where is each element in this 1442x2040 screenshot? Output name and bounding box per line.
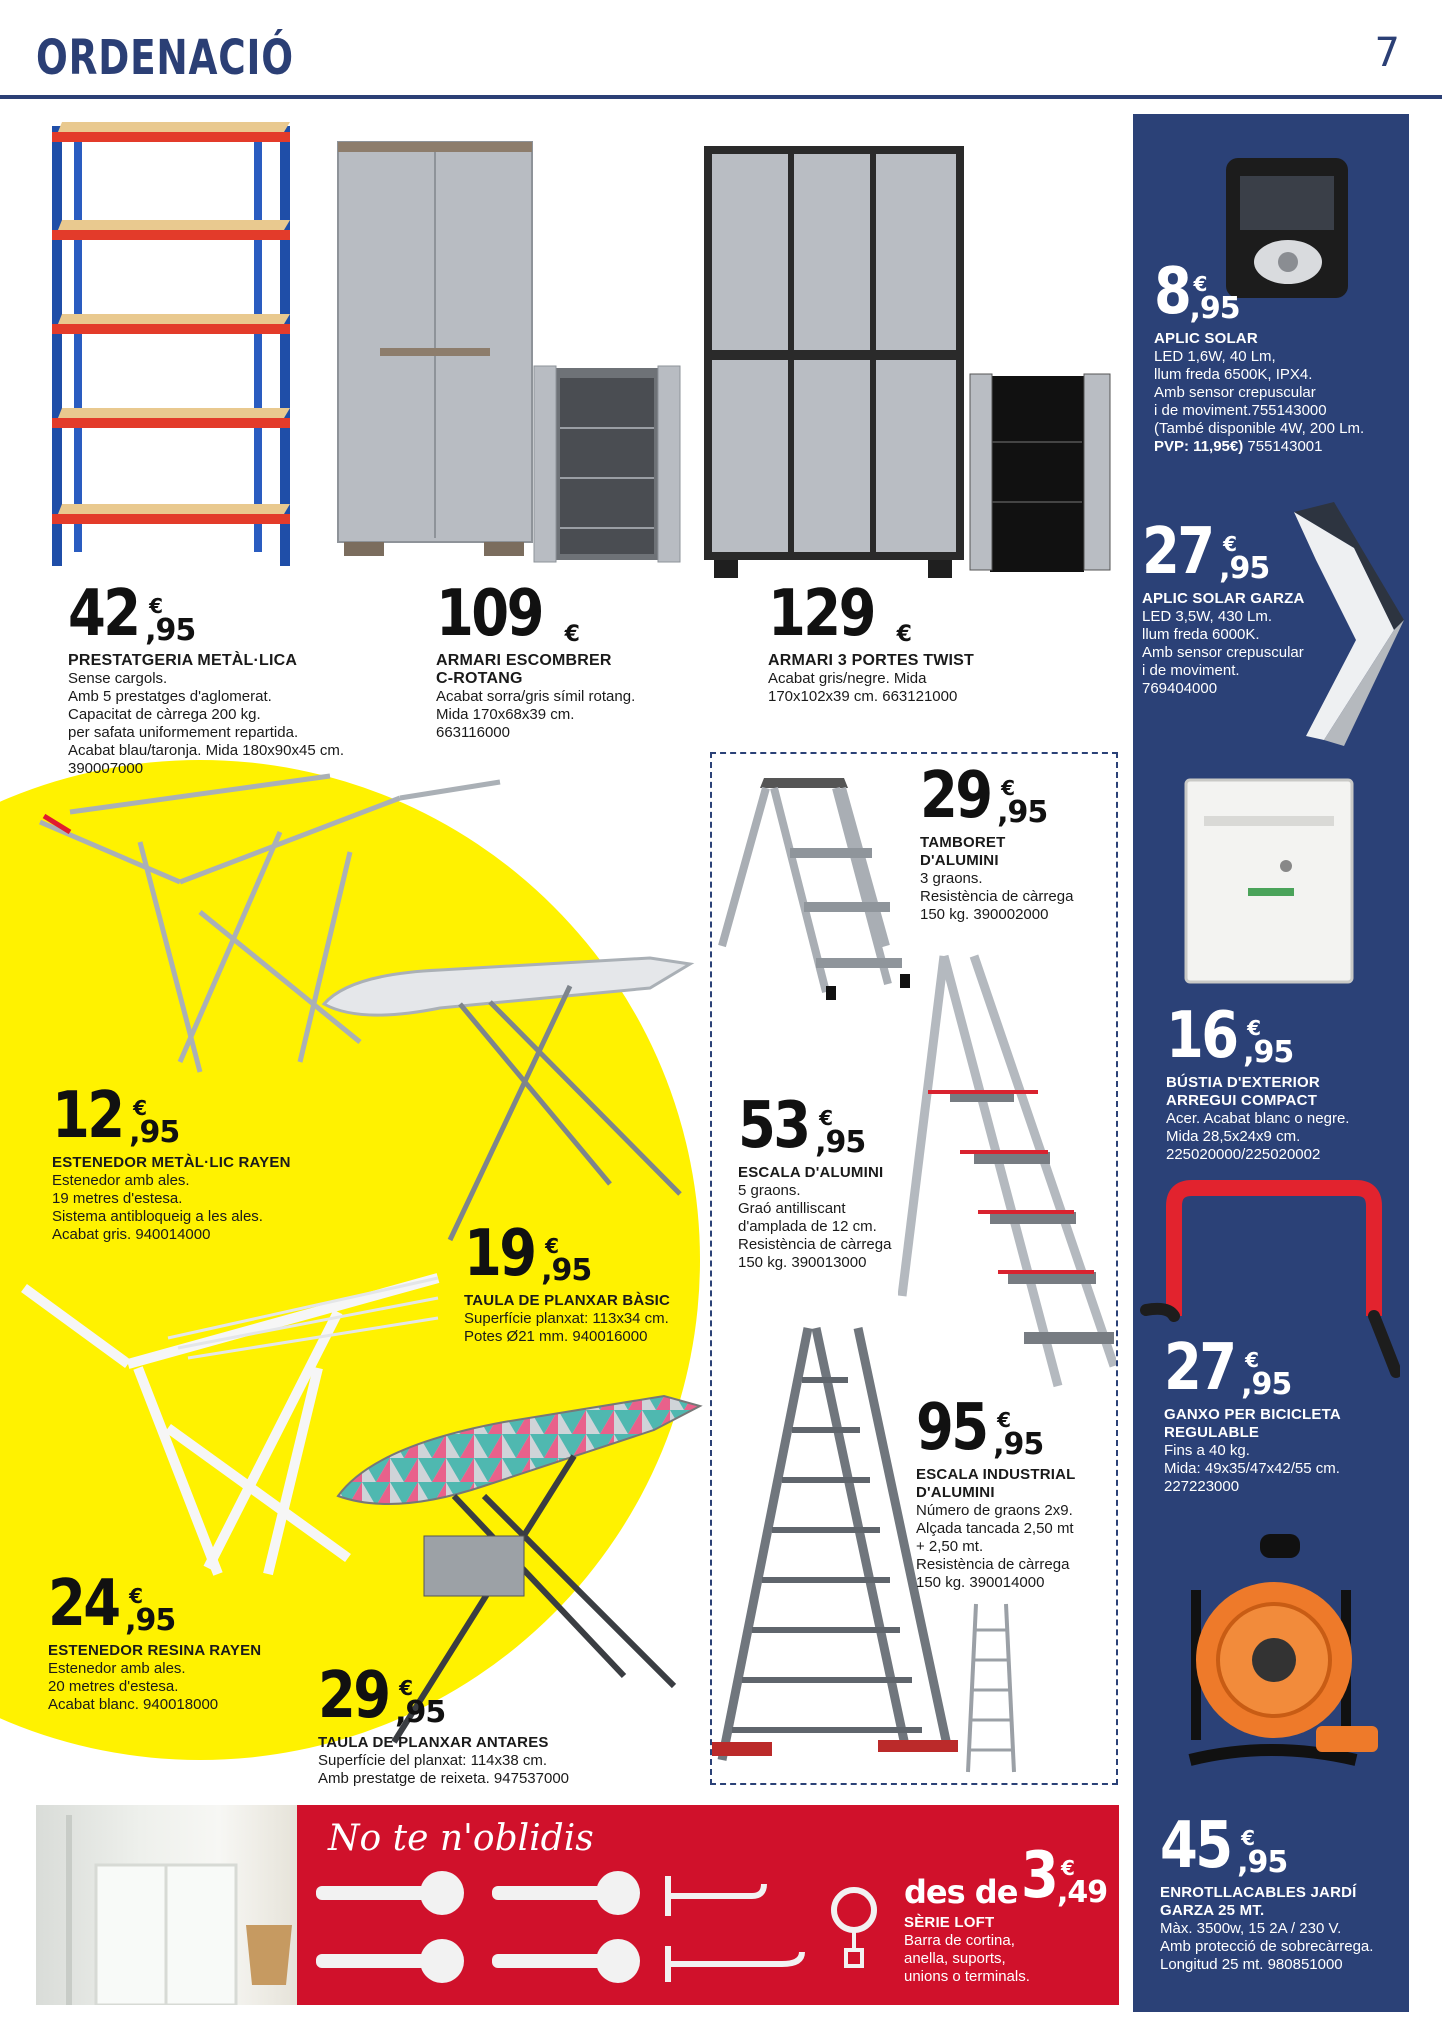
description-line: unions o terminals.: [904, 1968, 1030, 1985]
product-escala-alumini: [738, 1089, 892, 1272]
price-integer: 27: [1142, 515, 1213, 589]
description-line: Resistència de càrrega: [920, 888, 1074, 905]
pvp-label: PVP: 11,95€): [1154, 438, 1244, 455]
product-escala-industrial: [916, 1391, 1076, 1592]
description-line: Acabat blau/taronja. Mida 180x90x45 cm.: [68, 742, 344, 759]
description-line: Mida 28,5x24x9 cm.: [1166, 1128, 1301, 1145]
description-line: 225020000/225020002: [1166, 1146, 1321, 1163]
currency-symbol: €: [1001, 776, 1015, 800]
product-name-line: GARZA 25 MT.: [1160, 1902, 1265, 1919]
currency-symbol: €: [1223, 532, 1237, 556]
window-curtain-illustration: [36, 1805, 298, 2005]
price-integer: 42: [68, 577, 139, 651]
banner-title: No te n'oblidis: [328, 1818, 594, 1859]
product-aplic-garza: [1142, 515, 1305, 698]
product-description: [738, 1182, 891, 1272]
product-name-line: D'ALUMINI: [916, 1484, 995, 1501]
description-line: Acabat blanc. 940018000: [48, 1696, 219, 1713]
banner-photo: [36, 1805, 298, 2005]
product-name: APLIC SOLAR GARZA: [1142, 590, 1305, 607]
description-line: Resistència de càrrega: [738, 1236, 892, 1253]
product-prestatgeria: [68, 577, 344, 778]
price-integer: 8: [1154, 255, 1190, 329]
taula-basic-image: [320, 944, 704, 1246]
product-name-line: C-ROTANG: [436, 670, 523, 687]
product-name: TAULA DE PLANXAR ANTARES: [318, 1734, 549, 1751]
currency-symbol: €: [564, 622, 580, 647]
description-line: [1154, 438, 1364, 456]
description-line: + 2,50 mt.: [916, 1538, 984, 1555]
price: [916, 1391, 1076, 1465]
product-description: [436, 688, 635, 742]
price-integer: 16: [1166, 999, 1237, 1073]
escala-industrial-small-image: [962, 1600, 1022, 1776]
price-integer: 129: [768, 577, 874, 651]
description-line: i de moviment.755143000: [1154, 402, 1327, 419]
currency-symbol: €: [819, 1106, 833, 1130]
description-line: Sistema antibloqueig a les ales.: [52, 1208, 263, 1225]
description-line: per safata uniformement repartida.: [68, 724, 299, 741]
product-name-line: ESCALA INDUSTRIAL: [916, 1466, 1076, 1483]
price-cents: ,95: [395, 1695, 446, 1730]
currency-symbol: €: [399, 1676, 413, 1700]
header-rule: [0, 95, 1442, 99]
product-description: [52, 1172, 291, 1244]
description-line: Superfície planxat: 113x34 cm.: [464, 1310, 669, 1327]
tamboret-image: [716, 770, 922, 1002]
page-number: 7: [1374, 30, 1400, 76]
price-integer: 29: [318, 1659, 389, 1733]
price: [318, 1659, 569, 1733]
product-name-line: ARREGUI COMPACT: [1166, 1092, 1318, 1109]
description-line: Màx. 3500w, 15 2A / 230 V.: [1160, 1920, 1342, 1937]
product-name: ESCALA D'ALUMINI: [738, 1164, 884, 1181]
price: [1142, 515, 1305, 589]
section-title: ORDENACIÓ: [36, 30, 294, 86]
product-name: ARMARI 3 PORTES TWIST: [768, 652, 974, 669]
description-line: 5 graons.: [738, 1182, 801, 1199]
price-integer: 24: [48, 1567, 119, 1641]
curtain-ring-icon: [830, 1880, 878, 1970]
price: [1164, 1331, 1341, 1405]
product-estenedor-metall: [52, 1079, 291, 1244]
product-estenedor-resina: [48, 1567, 262, 1714]
description-line: Superfície del planxat: 114x38 cm.: [318, 1752, 548, 1769]
shelving-image: [44, 122, 304, 574]
description-line: 227223000: [1164, 1478, 1240, 1495]
description-line: Amb prestatge de reixeta. 947537000: [318, 1770, 570, 1787]
enrotllacables-image: [1166, 1530, 1382, 1794]
product-name: APLIC SOLAR: [1154, 330, 1258, 347]
product-name: [1160, 1884, 1373, 1920]
description-line: 769404000: [1142, 680, 1218, 697]
price-cents: ,95: [815, 1125, 866, 1160]
price-integer: 45: [1160, 1809, 1231, 1883]
price-cents: ,49: [1056, 1875, 1108, 1910]
currency-symbol: €: [545, 1234, 559, 1258]
description-line: 170x102x39 cm. 663121000: [768, 688, 958, 705]
price: [1160, 1809, 1373, 1883]
description-line: Mida 170x68x39 cm.: [436, 706, 575, 723]
product-name: [916, 1466, 1076, 1502]
product-ganxo-bicicleta: [1164, 1331, 1341, 1496]
product-name-line: D'ALUMINI: [920, 852, 999, 869]
product-taula-antares: [318, 1659, 570, 1788]
product-armari-twist: [768, 577, 974, 706]
description-line: Acabat sorra/gris símil rotang.: [436, 688, 636, 705]
price: [464, 1217, 670, 1291]
product-description: [1160, 1920, 1373, 1974]
price-prefix: des de: [904, 1873, 1018, 1911]
currency-symbol: €: [1193, 272, 1208, 296]
product-name: [920, 834, 1073, 870]
price: [52, 1079, 291, 1153]
price: [436, 577, 635, 651]
description-line: Acabat gris. 940014000: [52, 1226, 211, 1243]
description-line: Longitud 25 mt. 980851000: [1160, 1956, 1343, 1973]
description-line: Capacitat de càrrega 200 kg.: [68, 706, 261, 723]
product-description: [68, 670, 344, 778]
description-line: i de moviment.: [1142, 662, 1240, 679]
price-cents: ,95: [993, 1427, 1044, 1462]
description-line: 19 metres d'estesa.: [52, 1190, 183, 1207]
description-line: Amb sensor crepuscular: [1154, 384, 1316, 401]
description-line: 663116000: [436, 724, 510, 741]
price-cents: ,95: [1243, 1035, 1294, 1070]
product-name-line: ARMARI ESCOMBRER: [436, 652, 612, 669]
description-line: (També disponible 4W, 200 Lm.: [1154, 420, 1365, 437]
price-integer: 12: [52, 1079, 123, 1153]
price-cents: ,95: [997, 795, 1048, 830]
product-enrotllacables: [1160, 1809, 1374, 1974]
description-line: 150 kg. 390002000: [920, 906, 1049, 923]
product-description: [916, 1502, 1076, 1592]
description-line: Amb protecció de sobrecàrrega.: [1160, 1938, 1374, 1955]
product-description: [48, 1660, 261, 1714]
armari-twist-image: [700, 142, 1120, 584]
product-name-line: BÚSTIA D'EXTERIOR: [1166, 1074, 1320, 1091]
description-line: Mida: 49x35/47x42/55 cm.: [1164, 1460, 1340, 1477]
price-integer: 27: [1164, 1331, 1235, 1405]
product-name: [436, 652, 635, 688]
price: [920, 759, 1073, 833]
product-armari-rotang: [436, 577, 636, 742]
description-line: Sense cargols.: [68, 670, 168, 687]
price-integer: 53: [738, 1089, 809, 1163]
description-line: Barra de cortina,: [904, 1932, 1015, 1949]
product-name: SÈRIE LOFT: [904, 1914, 995, 1931]
product-description: [904, 1932, 1107, 1986]
price-cents: ,95: [1219, 551, 1270, 586]
price-integer: 109: [436, 577, 542, 651]
curtain-rods-image: [312, 1866, 812, 1996]
description-line: Resistència de càrrega: [916, 1556, 1070, 1573]
description-line: 390007000: [68, 760, 144, 777]
price: [904, 1839, 1108, 1913]
banner-product-loft: [904, 1839, 1108, 1986]
product-name-line: GANXO PER BICICLETA: [1164, 1406, 1341, 1423]
currency-symbol: €: [1060, 1856, 1075, 1880]
currency-symbol: €: [129, 1584, 143, 1608]
currency-symbol: €: [997, 1408, 1011, 1432]
currency-symbol: €: [133, 1096, 147, 1120]
product-name-line: TAMBORET: [920, 834, 1006, 851]
description-line: Acabat gris/negre. Mida: [768, 670, 927, 687]
currency-symbol: €: [896, 622, 912, 647]
price-cents: ,95: [1189, 291, 1240, 326]
price-integer: 3: [1021, 1839, 1057, 1913]
product-description: [1166, 1110, 1349, 1164]
product-bustia: [1166, 999, 1350, 1164]
description-line: Potes Ø21 mm. 940016000: [464, 1328, 648, 1345]
description-line: LED 3,5W, 430 Lm.: [1142, 608, 1273, 625]
product-description: [1164, 1442, 1341, 1496]
product-description: [318, 1752, 569, 1788]
product-description: [920, 870, 1073, 924]
product-name: ESTENEDOR METÀL·LIC RAYEN: [52, 1154, 291, 1171]
bustia-image: [1182, 776, 1358, 986]
product-name: TAULA DE PLANXAR BÀSIC: [464, 1292, 671, 1309]
product-name: [1164, 1406, 1341, 1442]
currency-symbol: €: [1245, 1348, 1259, 1372]
price-integer: 29: [920, 759, 991, 833]
description-line: d'amplada de 12 cm.: [738, 1218, 877, 1235]
price-cents: ,95: [125, 1603, 176, 1638]
product-name: PRESTATGERIA METÀL·LICA: [68, 652, 298, 669]
product-description: [1142, 608, 1305, 698]
description-line: 20 metres d'estesa.: [48, 1678, 179, 1695]
price: [68, 577, 344, 651]
price-integer: 19: [464, 1217, 535, 1291]
product-description: [768, 670, 974, 706]
description-line: llum freda 6500K, IPX4.: [1154, 366, 1313, 383]
price-cents: ,95: [1241, 1367, 1292, 1402]
description-line: Estenedor amb ales.: [52, 1172, 190, 1189]
price-cents: ,95: [1237, 1845, 1288, 1880]
description-line: 3 graons.: [920, 870, 983, 887]
price-cents: ,95: [145, 613, 196, 648]
product-description: [1154, 348, 1364, 456]
description-line: Amb sensor crepuscular: [1142, 644, 1304, 661]
price: [48, 1567, 261, 1641]
description-line: LED 1,6W, 40 Lm,: [1154, 348, 1276, 365]
price: [738, 1089, 891, 1163]
description-line: Alçada tancada 2,50 mt: [916, 1520, 1074, 1537]
product-aplic-solar: [1154, 255, 1365, 456]
description-line: 150 kg. 390014000: [916, 1574, 1045, 1591]
currency-symbol: €: [1241, 1826, 1255, 1850]
currency-symbol: €: [149, 594, 163, 618]
product-taula-basic: [464, 1217, 671, 1346]
description-line: Fins a 40 kg.: [1164, 1442, 1250, 1459]
price-integer: 95: [916, 1391, 987, 1465]
price: [1154, 255, 1364, 329]
price: [1166, 999, 1349, 1073]
armari-rotang-image: [334, 138, 682, 570]
pvp-code: 755143001: [1243, 438, 1323, 455]
product-name-line: ENROTLLACABLES JARDÍ: [1160, 1884, 1357, 1901]
description-line: llum freda 6000K.: [1142, 626, 1260, 643]
description-line: Amb 5 prestatges d'aglomerat.: [68, 688, 272, 705]
price: [768, 577, 974, 651]
description-line: Estenedor amb ales.: [48, 1660, 186, 1677]
description-line: 150 kg. 390013000: [738, 1254, 867, 1271]
product-name-line: REGULABLE: [1164, 1424, 1260, 1441]
description-line: Graó antilliscant: [738, 1200, 846, 1217]
description-line: anella, suports,: [904, 1950, 1006, 1967]
currency-symbol: €: [1247, 1016, 1261, 1040]
product-name: [1166, 1074, 1349, 1110]
product-tamboret: [920, 759, 1074, 924]
description-line: Número de graons 2x9.: [916, 1502, 1073, 1519]
description-line: Acer. Acabat blanc o negre.: [1166, 1110, 1350, 1127]
product-description: [464, 1310, 670, 1346]
product-name: ESTENEDOR RESINA RAYEN: [48, 1642, 262, 1659]
price-cents: ,95: [129, 1115, 180, 1150]
price-cents: ,95: [541, 1253, 592, 1288]
